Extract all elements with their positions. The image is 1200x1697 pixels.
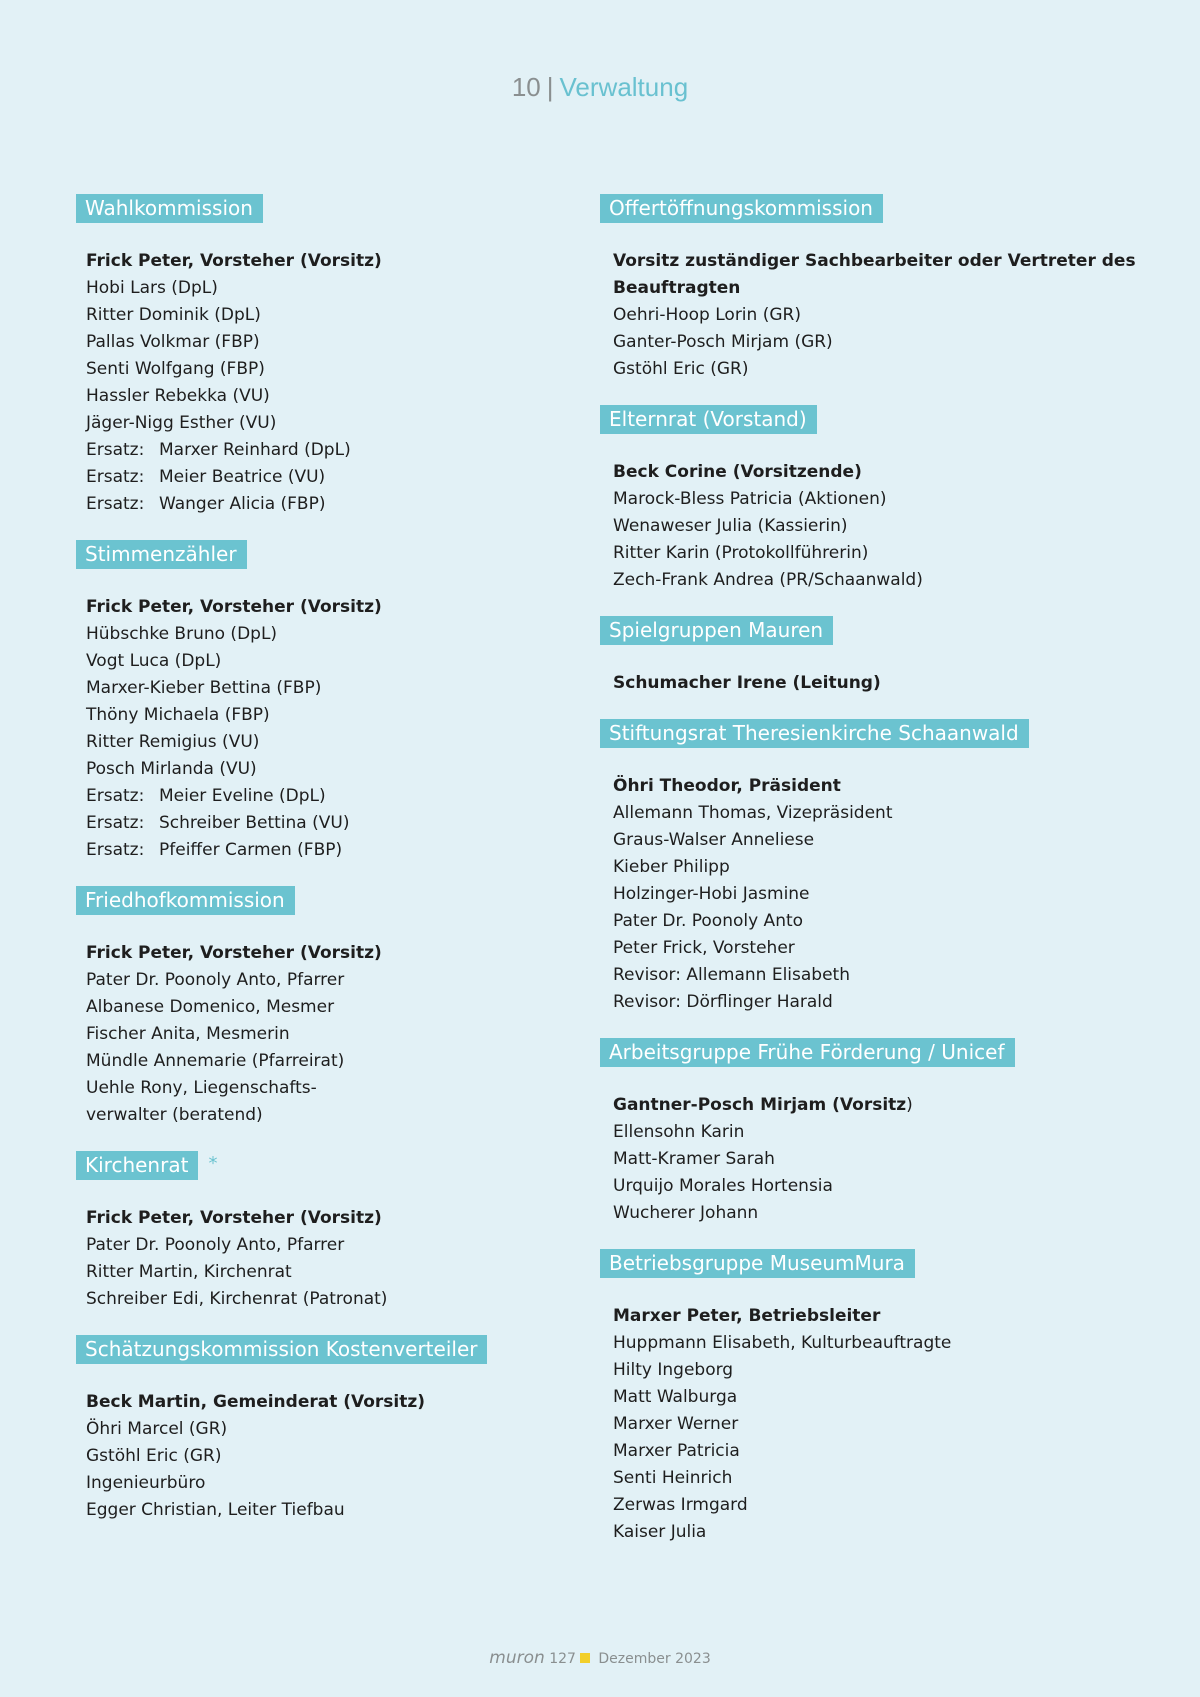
member-line (86, 275, 546, 302)
section-heading: Betriebsgruppe MuseumMura (600, 1249, 915, 1278)
member-line (86, 1075, 546, 1102)
member-chair (613, 670, 1140, 697)
member-name: Öhri Theodor, Präsident (613, 776, 841, 796)
member-name: Graus-Walser Anneliese (613, 830, 815, 850)
member-line (86, 675, 546, 702)
member-line (613, 1200, 1140, 1227)
member-name: Pallas Volkmar (FBP) (86, 332, 260, 352)
member-chair (613, 773, 1140, 800)
member-list (76, 1205, 546, 1313)
member-list (600, 773, 1140, 1016)
section-heading: Kirchenrat (76, 1151, 198, 1180)
member-line (86, 1416, 546, 1443)
section-header (76, 1151, 546, 1180)
member-line (613, 329, 1140, 356)
member-list (76, 1389, 546, 1524)
member-name: Zerwas Irmgard (613, 1495, 748, 1515)
member-line (613, 800, 1140, 827)
member-name: Albanese Domenico, Mesmer (86, 997, 335, 1017)
section-header (600, 405, 1140, 434)
member-chair (86, 594, 546, 621)
member-line (86, 383, 546, 410)
member-line (86, 967, 546, 994)
member-line (86, 410, 546, 437)
member-line (86, 1048, 546, 1075)
member-chair (86, 1389, 546, 1416)
member-line (613, 1411, 1140, 1438)
section-header (600, 616, 1140, 645)
member-name: Pater Dr. Poonoly Anto, Pfarrer (86, 970, 345, 990)
section-stimmenzaehler (76, 540, 546, 864)
section-header (76, 540, 546, 569)
member-name: Revisor: Dörflinger Harald (613, 992, 833, 1012)
member-name: Meier Eveline (DpL) (159, 786, 326, 806)
member-line (613, 962, 1140, 989)
member-name: Schumacher Irene (Leitung) (613, 673, 881, 693)
member-name: Ellensohn Karin (613, 1122, 745, 1142)
member-name: Frick Peter, Vorsteher (Vorsitz) (86, 943, 382, 963)
member-line (86, 1259, 546, 1286)
member-line (86, 1443, 546, 1470)
member-name: Matt Walburga (613, 1387, 738, 1407)
member-name: Huppmann Elisabeth, Kulturbeauftragte (613, 1333, 952, 1353)
member-name: Meier Beatrice (VU) (159, 467, 326, 487)
member-line (613, 989, 1140, 1016)
member-chair (613, 1303, 1140, 1330)
member-line (86, 648, 546, 675)
section-heading: Friedhofkommission (76, 886, 295, 915)
section-heading: Stiftungsrat Theresienkirche Schaanwald (600, 719, 1029, 748)
member-line (86, 702, 546, 729)
member-line (613, 302, 1140, 329)
member-chair (613, 248, 1140, 302)
section-header (600, 719, 1140, 748)
member-name: Schreiber Edi, Kirchenrat (Patronat) (86, 1289, 388, 1309)
member-line (613, 1519, 1140, 1546)
member-name: Wucherer Johann (613, 1203, 759, 1223)
member-line (86, 1497, 546, 1524)
member-line (613, 486, 1140, 513)
member-name: Holzinger-Hobi Jasmine (613, 884, 810, 904)
member-line (86, 437, 546, 464)
member-name: Wanger Alicia (FBP) (159, 494, 326, 514)
section-title: Verwaltung (559, 72, 689, 102)
section-heading: Elternrat (Vorstand) (600, 405, 817, 434)
member-line (86, 1470, 546, 1497)
member-line (613, 1492, 1140, 1519)
member-name: Frick Peter, Vorsteher (Vorsitz) (86, 597, 382, 617)
member-line (613, 908, 1140, 935)
member-name: Marxer Werner (613, 1414, 739, 1434)
member-chair (613, 459, 1140, 486)
member-line (86, 756, 546, 783)
member-line (86, 302, 546, 329)
member-name: Gstöhl Eric (GR) (86, 1446, 222, 1466)
substitute-label: Ersatz: (86, 786, 145, 806)
section-header (600, 1249, 1140, 1278)
footer-square-icon (580, 1653, 590, 1663)
member-line (613, 1357, 1140, 1384)
member-name: Hobi Lars (DpL) (86, 278, 218, 298)
member-name: Hilty Ingeborg (613, 1360, 734, 1380)
member-line (86, 729, 546, 756)
member-line (86, 329, 546, 356)
member-name: Ingenieurbüro (86, 1473, 206, 1493)
section-schaetzungskommission-kostenverteiler (76, 1335, 546, 1524)
member-line (613, 854, 1140, 881)
section-betriebsgruppe-museummura (600, 1249, 1140, 1546)
member-name: Senti Wolfgang (FBP) (86, 359, 265, 379)
member-line (613, 881, 1140, 908)
member-chair (86, 1205, 546, 1232)
member-name: Pater Dr. Poonoly Anto, Pfarrer (86, 1235, 345, 1255)
issue-number: 127 (549, 1651, 576, 1667)
member-line (86, 491, 546, 518)
member-name: Marxer-Kieber Bettina (FBP) (86, 678, 322, 698)
section-elternrat-vorstand (600, 405, 1140, 594)
section-arbeitsgruppe-fruehe-foerderung-unicef (600, 1038, 1140, 1227)
member-name: Fischer Anita, Mesmerin (86, 1024, 290, 1044)
member-line (86, 783, 546, 810)
member-name-tail: ) (906, 1095, 913, 1115)
member-list (600, 1303, 1140, 1546)
substitute-label: Ersatz: (86, 494, 145, 514)
section-header (76, 194, 546, 223)
member-name: Oehri-Hoop Lorin (GR) (613, 305, 801, 325)
section-heading: Spielgruppen Mauren (600, 616, 833, 645)
section-stiftungsrat-theresienkirche-schaanwald (600, 719, 1140, 1016)
section-wahlkommission (76, 194, 546, 518)
member-chair (86, 248, 546, 275)
member-name: Vogt Luca (DpL) (86, 651, 222, 671)
member-name: Ritter Dominik (DpL) (86, 305, 261, 325)
member-name: Öhri Marcel (GR) (86, 1419, 228, 1439)
member-line (613, 513, 1140, 540)
member-line (86, 994, 546, 1021)
section-heading: Schätzungskommission Kostenverteiler (76, 1335, 487, 1364)
member-name: Marxer Peter, Betriebsleiter (613, 1306, 881, 1326)
member-name: Gantner-Posch Mirjam (Vorsitz (613, 1095, 907, 1115)
member-line (613, 356, 1140, 383)
member-line (86, 356, 546, 383)
header-separator: | (546, 72, 554, 102)
member-name: Jäger-Nigg Esther (VU) (86, 413, 277, 433)
member-chair (613, 1092, 1140, 1119)
member-name: verwalter (beratend) (86, 1105, 263, 1125)
member-name: Mündle Annemarie (Pfarreirat) (86, 1051, 345, 1071)
member-line (613, 1330, 1140, 1357)
member-name: Revisor: Allemann Elisabeth (613, 965, 850, 985)
member-name: Ritter Karin (Protokollführerin) (613, 543, 869, 563)
member-name: Hassler Rebekka (VU) (86, 386, 270, 406)
member-line (613, 1438, 1140, 1465)
member-name: Marxer Patricia (613, 1441, 740, 1461)
member-line (613, 1146, 1140, 1173)
substitute-label: Ersatz: (86, 840, 145, 860)
left-column (76, 194, 546, 1546)
member-line (86, 1232, 546, 1259)
member-name: Frick Peter, Vorsteher (Vorsitz) (86, 1208, 382, 1228)
section-spielgruppen-mauren (600, 616, 1140, 697)
member-name: Kaiser Julia (613, 1522, 707, 1542)
substitute-label: Ersatz: (86, 813, 145, 833)
issue-date: Dezember 2023 (598, 1651, 711, 1667)
member-name: Gstöhl Eric (GR) (613, 359, 749, 379)
member-name: Zech-Frank Andrea (PR/Schaanwald) (613, 570, 923, 590)
member-name: Pfeiffer Carmen (FBP) (159, 840, 343, 860)
section-header (76, 1335, 546, 1364)
member-name: Allemann Thomas, Vizepräsident (613, 803, 893, 823)
section-heading: Offertöffnungskommission (600, 194, 883, 223)
member-name: Ganter-Posch Mirjam (GR) (613, 332, 833, 352)
member-line (613, 1384, 1140, 1411)
member-line (86, 837, 546, 864)
section-heading: Arbeitsgruppe Frühe Förderung / Unicef (600, 1038, 1015, 1067)
member-list (600, 670, 1140, 697)
magazine-name: muron (489, 1648, 545, 1668)
section-offertoeffnungskommission (600, 194, 1140, 383)
section-heading: Wahlkommission (76, 194, 263, 223)
substitute-label: Ersatz: (86, 440, 145, 460)
page-footer (0, 1648, 1200, 1668)
member-name: Kieber Philipp (613, 857, 730, 877)
section-header (76, 886, 546, 915)
member-line (86, 1102, 546, 1129)
substitute-label: Ersatz: (86, 467, 145, 487)
member-list (76, 594, 546, 864)
member-name: Marxer Reinhard (DpL) (159, 440, 351, 460)
member-name: Matt-Kramer Sarah (613, 1149, 775, 1169)
member-line (86, 1021, 546, 1048)
member-name: Hübschke Bruno (DpL) (86, 624, 278, 644)
member-name: Vorsitz zuständiger Sachbearbeiter oder Vertreter des Beauftragten (613, 251, 1136, 298)
section-heading: Stimmenzähler (76, 540, 247, 569)
member-name: Peter Frick, Vorsteher (613, 938, 795, 958)
member-name: Beck Corine (Vorsitzende) (613, 462, 862, 482)
member-name: Thöny Michaela (FBP) (86, 705, 270, 725)
member-line (86, 464, 546, 491)
member-name: Ritter Remigius (VU) (86, 732, 260, 752)
member-name: Marock-Bless Patricia (Aktionen) (613, 489, 887, 509)
member-name: Senti Heinrich (613, 1468, 733, 1488)
asterisk-marker: * (208, 1153, 218, 1174)
member-chair (86, 940, 546, 967)
member-line (613, 935, 1140, 962)
member-name: Frick Peter, Vorsteher (Vorsitz) (86, 251, 382, 271)
section-friedhofkommission (76, 886, 546, 1129)
member-name: Uehle Rony, Liegenschafts- (86, 1078, 317, 1098)
member-line (613, 827, 1140, 854)
section-header (600, 194, 1140, 223)
member-list (600, 459, 1140, 594)
member-name: Posch Mirlanda (VU) (86, 759, 257, 779)
member-line (86, 1286, 546, 1313)
right-column (600, 194, 1140, 1568)
section-kirchenrat (76, 1151, 546, 1313)
member-name: Ritter Martin, Kirchenrat (86, 1262, 292, 1282)
member-name: Urquijo Morales Hortensia (613, 1176, 833, 1196)
member-line (613, 1173, 1140, 1200)
member-line (613, 567, 1140, 594)
member-name: Schreiber Bettina (VU) (159, 813, 350, 833)
member-name: Egger Christian, Leiter Tiefbau (86, 1500, 345, 1520)
member-line (613, 1119, 1140, 1146)
member-name: Pater Dr. Poonoly Anto (613, 911, 804, 931)
member-list (76, 248, 546, 518)
member-line (86, 621, 546, 648)
member-line (613, 540, 1140, 567)
section-header (600, 1038, 1140, 1067)
member-list (600, 248, 1140, 383)
member-line (86, 810, 546, 837)
member-name: Wenaweser Julia (Kassierin) (613, 516, 848, 536)
member-name: Beck Martin, Gemeinderat (Vorsitz) (86, 1392, 426, 1412)
page-number: 10 (511, 72, 541, 102)
member-list (600, 1092, 1140, 1227)
member-list (76, 940, 546, 1129)
member-line (613, 1465, 1140, 1492)
page-header (0, 72, 1200, 103)
